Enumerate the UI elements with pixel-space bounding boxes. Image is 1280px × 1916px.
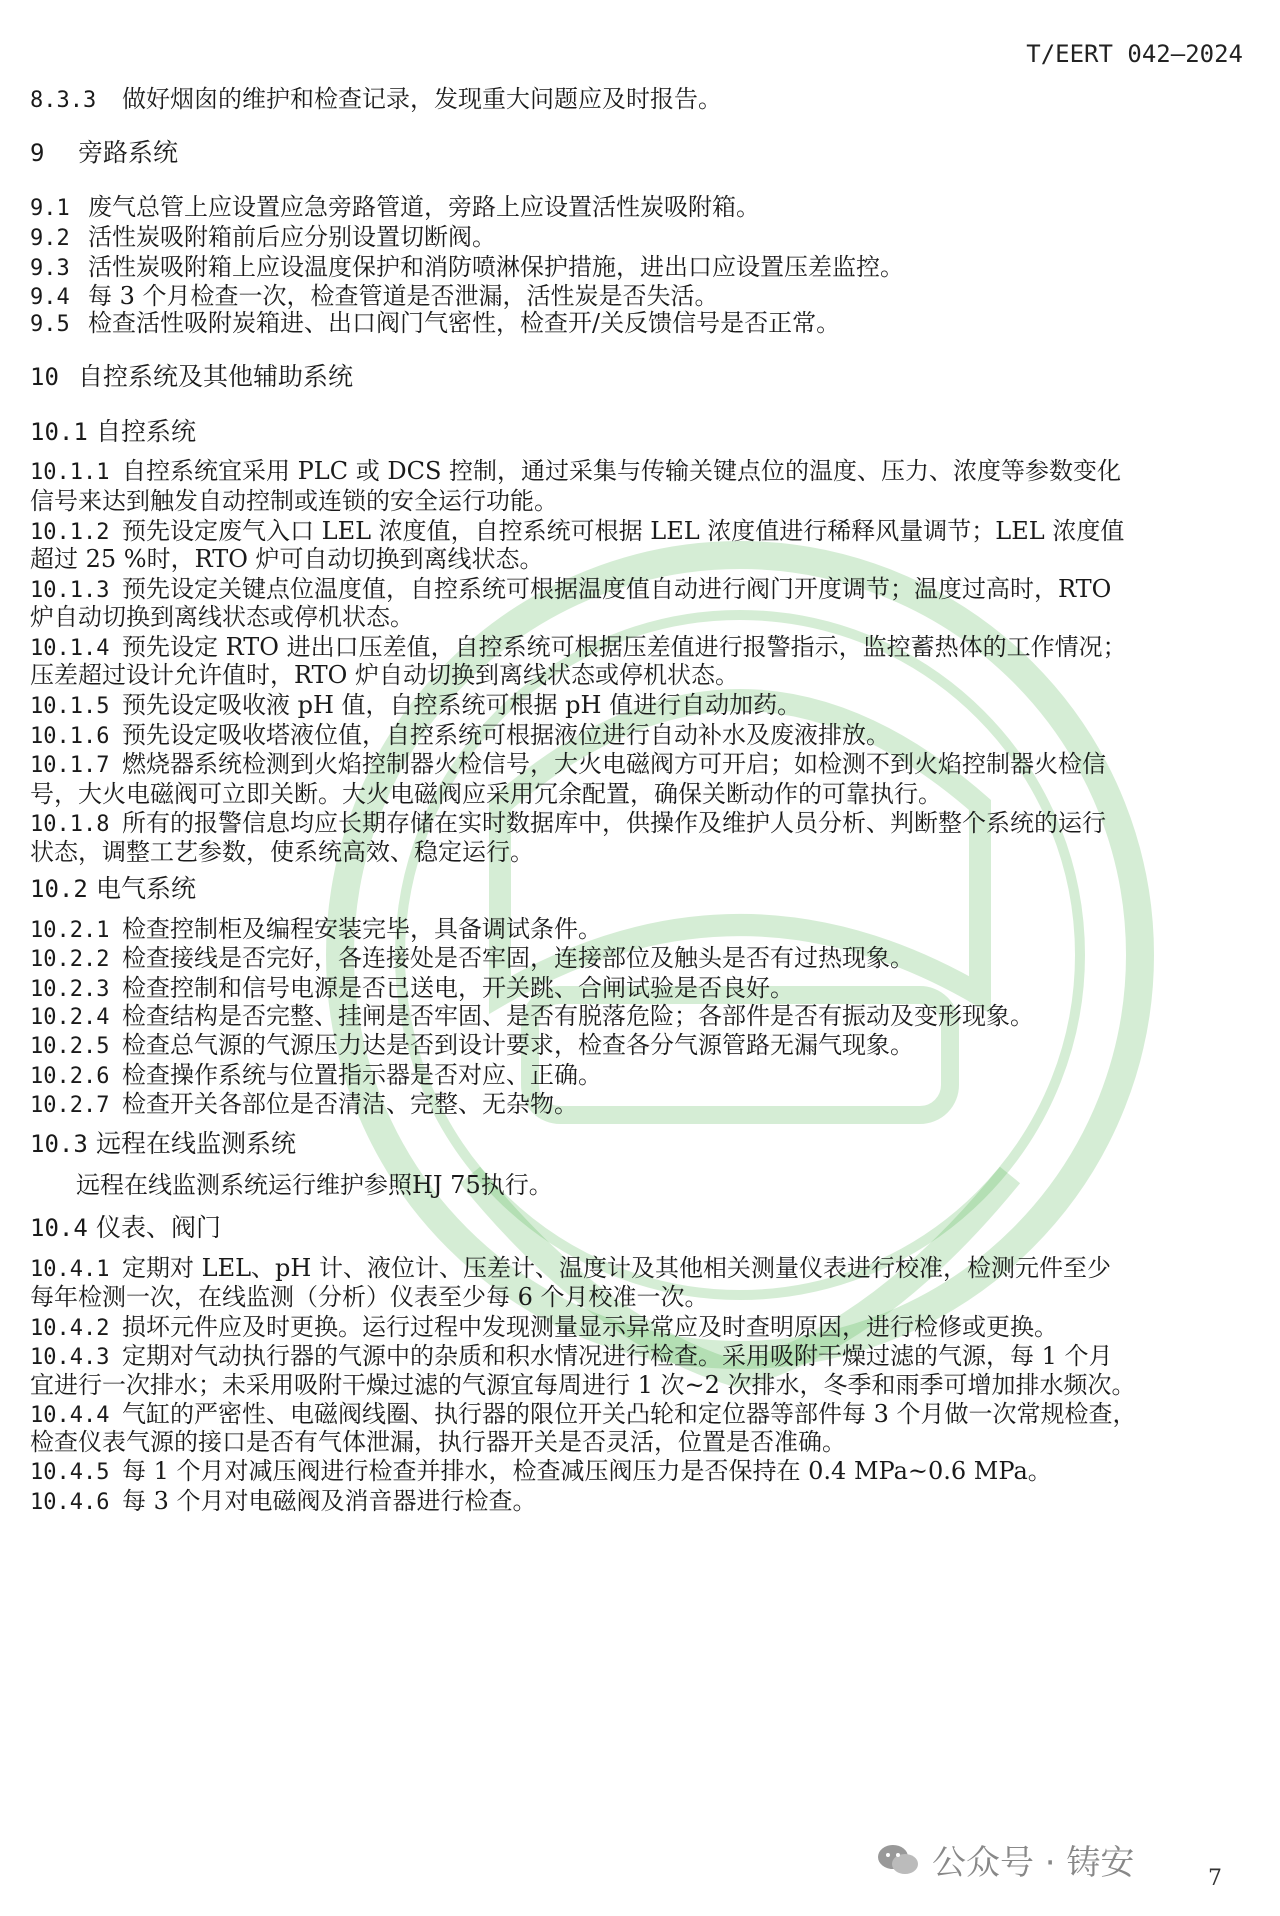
clause-text: 预先设定 RTO 进出口压差值，自控系统可根据压差值进行报警指示，监控蓄热体的工作情况； [122,633,1127,661]
text-line [30,837,534,867]
page-number: 7 [1208,1866,1222,1891]
clause-text: 超过 25 %时，RTO 炉可自动切换到离线状态。 [30,545,544,573]
clause-number: 10.4.6 [30,1490,110,1515]
clause-number: 10.2.6 [30,1064,110,1089]
clause-text: 预先设定关键点位温度值，自控系统可根据温度值自动进行阀门开度调节；温度过高时，RTO [122,575,1112,603]
clause-number: 8.3.3 [30,88,97,113]
section-heading [30,1213,221,1243]
clause-number: 10.1.5 [30,694,110,719]
clause-text: 每 1 个月对减压阀进行检查并排水，检查减压阀压力是否保持在 0.4 MPa~0.6 MPa。 [122,1457,1052,1485]
clause-text: 压差超过设计允许值时，RTO 炉自动切换到离线状态或停机状态。 [30,661,739,689]
clause-number: 10.2.4 [30,1005,110,1030]
text-line [30,308,840,340]
text-line [30,1001,1034,1033]
text-line [30,1282,709,1312]
clause-number: 10.1 [30,418,88,446]
clause-text: 废气总管上应设置应急旁路管道，旁路上应设置活性炭吸附箱。 [88,193,760,221]
text-line [30,1089,578,1121]
clause-number: 9.3 [30,256,70,281]
text-line [30,660,739,690]
clause-number: 10.1.7 [30,753,110,778]
clause-number: 10.4.3 [30,1345,110,1370]
text-line [30,1030,914,1062]
text-line [30,749,1106,781]
text-line [76,1170,553,1200]
clause-number: 10.2.5 [30,1034,110,1059]
text-line [30,1427,846,1457]
wechat-icon [876,1842,920,1878]
text-line [30,252,904,284]
section-heading [30,138,178,168]
clause-number: 10.2 [30,875,88,903]
text-line [30,914,602,946]
clause-text: 旁路系统 [78,138,179,167]
text-line [30,690,801,722]
clause-number: 10.1.6 [30,724,110,749]
clause-text: 每 3 个月检查一次，检查管道是否泄漏，活性炭是否失活。 [88,282,719,310]
text-line [30,544,544,574]
clause-text: 仪表、阀门 [96,1213,222,1242]
clause-text: 活性炭吸附箱上应设温度保护和消防喷淋保护措施，进出口应设置压差监控。 [88,253,904,281]
clause-text: 状态，调整工艺参数，使系统高效、稳定运行。 [30,838,534,866]
clause-number: 10 [30,363,59,391]
text-line [30,1370,1136,1400]
clause-number: 10.1.3 [30,578,110,603]
clause-number: 10.4.5 [30,1460,110,1485]
clause-text: 燃烧器系统检测到火焰控制器火检信号，大火电磁阀方可开启；如检测不到火焰控制器火检信 [122,750,1106,778]
section-heading [30,1129,296,1159]
clause-text: 活性炭吸附箱前后应分别设置切断阀。 [88,223,496,251]
clause-text: 信号来达到触发自动控制或连锁的安全运行功能。 [30,487,558,515]
clause-number: 10.4.2 [30,1316,110,1341]
text-line [30,84,722,116]
text-line [30,456,1121,488]
clause-text: 预先设定吸收液 pH 值，自控系统可根据 pH 值进行自动加药。 [122,691,802,719]
clause-text: 检查操作系统与位置指示器是否对应、正确。 [122,1061,602,1089]
clause-text: 远程在线监测系统运行维护参照HJ 75执行。 [76,1171,553,1199]
standard-number: T/EERT 042—2024 [1026,40,1243,68]
clause-text: 自控系统宜采用 PLC 或 DCS 控制，通过采集与传输关键点位的温度、压力、浓度等参数变化 [122,457,1122,485]
clause-number: 10.1.8 [30,812,110,837]
text-line [30,1486,537,1518]
text-line [30,1060,602,1092]
clause-text: 定期对 LEL、pH 计、液位计、压差计、温度计及其他相关测量仪表进行校准，检测元件至少 [122,1254,1111,1282]
text-line [30,1456,1052,1488]
footer-watermark [876,1835,1134,1884]
clause-number: 9.1 [30,196,70,221]
clause-number: 10.3 [30,1130,88,1158]
clause-text: 远程在线监测系统 [96,1129,297,1158]
clause-text: 每年检测一次，在线监测（分析）仪表至少每 6 个月校准一次。 [30,1283,709,1311]
text-line [30,943,914,975]
clause-number: 10.1.2 [30,520,110,545]
text-line [30,808,1106,840]
text-line [30,192,760,224]
clause-text: 宜进行一次排水；未采用吸附干燥过滤的气源宜每周进行 1 次~2 次排水，冬季和雨季可增加排水频次。 [30,1371,1136,1399]
clause-number: 10.2.3 [30,977,110,1002]
clause-number: 10.4 [30,1214,88,1242]
clause-text: 检查控制和信号电源是否已送电，开关跳、合闸试验是否良好。 [122,974,794,1002]
clause-number: 10.2.1 [30,918,110,943]
text-line [30,1253,1111,1285]
clause-number: 10.1.1 [30,460,110,485]
clause-number: 10.4.4 [30,1403,110,1428]
clause-text: 预先设定废气入口 LEL 浓度值，自控系统可根据 LEL 浓度值进行稀释风量调节；LEL 浓度值 [122,517,1125,545]
text-line [30,779,942,809]
clause-text: 损坏元件应及时更换。运行过程中发现测量显示异常应及时查明原因，进行检修或更换。 [122,1313,1058,1341]
section-heading [30,362,353,392]
clause-text: 检查接线是否完好，各连接处是否牢固，连接部位及触头是否有过热现象。 [122,944,914,972]
section-heading [30,874,196,904]
clause-text: 检查仪表气源的接口是否有气体泄漏，执行器开关是否灵活，位置是否准确。 [30,1428,846,1456]
clause-text: 所有的报警信息均应长期存储在实时数据库中，供操作及维护人员分析、判断整个系统的运行 [122,809,1106,837]
clause-number: 9.4 [30,285,70,310]
text-line [30,602,414,632]
clause-text: 检查总气源的气源压力达是否到设计要求，检查各分气源管路无漏气现象。 [122,1031,914,1059]
text-line [30,1312,1058,1344]
clause-number: 9 [30,139,45,167]
clause-text: 电气系统 [96,874,197,903]
clause-number: 10.1.4 [30,636,110,661]
clause-text: 检查活性吸附炭箱进、出口阀门气密性，检查开/关反馈信号是否正常。 [88,309,841,337]
clause-text: 预先设定吸收塔液位值，自控系统可根据液位进行自动补水及废液排放。 [122,721,890,749]
text-line [30,720,890,752]
section-heading [30,417,196,447]
clause-number: 9.2 [30,226,70,251]
clause-number: 10.2.7 [30,1093,110,1118]
clause-text: 气缸的严密性、电磁阀线圈、执行器的限位开关凸轮和定位器等部件每 3 个月做一次常规检查， [122,1400,1137,1428]
clause-text: 做好烟囱的维护和检查记录，发现重大问题应及时报告。 [122,85,722,113]
clause-text: 检查开关各部位是否清洁、完整、无杂物。 [122,1090,578,1118]
clause-number: 10.4.1 [30,1257,110,1282]
clause-number: 10.2.2 [30,947,110,972]
clause-number: 9.5 [30,312,70,337]
clause-text: 炉自动切换到离线状态或停机状态。 [30,603,414,631]
footer-label: 公众号 · 铸安 [932,1843,1135,1883]
clause-text: 检查结构是否完整、挂闸是否牢固、是否有脱落危险；各部件是否有振动及变形现象。 [122,1002,1034,1030]
clause-text: 自控系统及其他辅助系统 [78,362,354,391]
clause-text: 检查控制柜及编程安装完毕，具备调试条件。 [122,915,602,943]
clause-text: 每 3 个月对电磁阀及消音器进行检查。 [122,1487,537,1515]
text-line [30,1341,1113,1373]
text-line [30,222,496,254]
clause-text: 定期对气动执行器的气源中的杂质和积水情况进行检查。采用吸附干燥过滤的气源，每 1 个月 [122,1342,1113,1370]
clause-text: 号，大火电磁阀可立即关断。大火电磁阀应采用冗余配置，确保关断动作的可靠执行。 [30,780,942,808]
text-line [30,486,558,516]
clause-text: 自控系统 [96,417,197,446]
